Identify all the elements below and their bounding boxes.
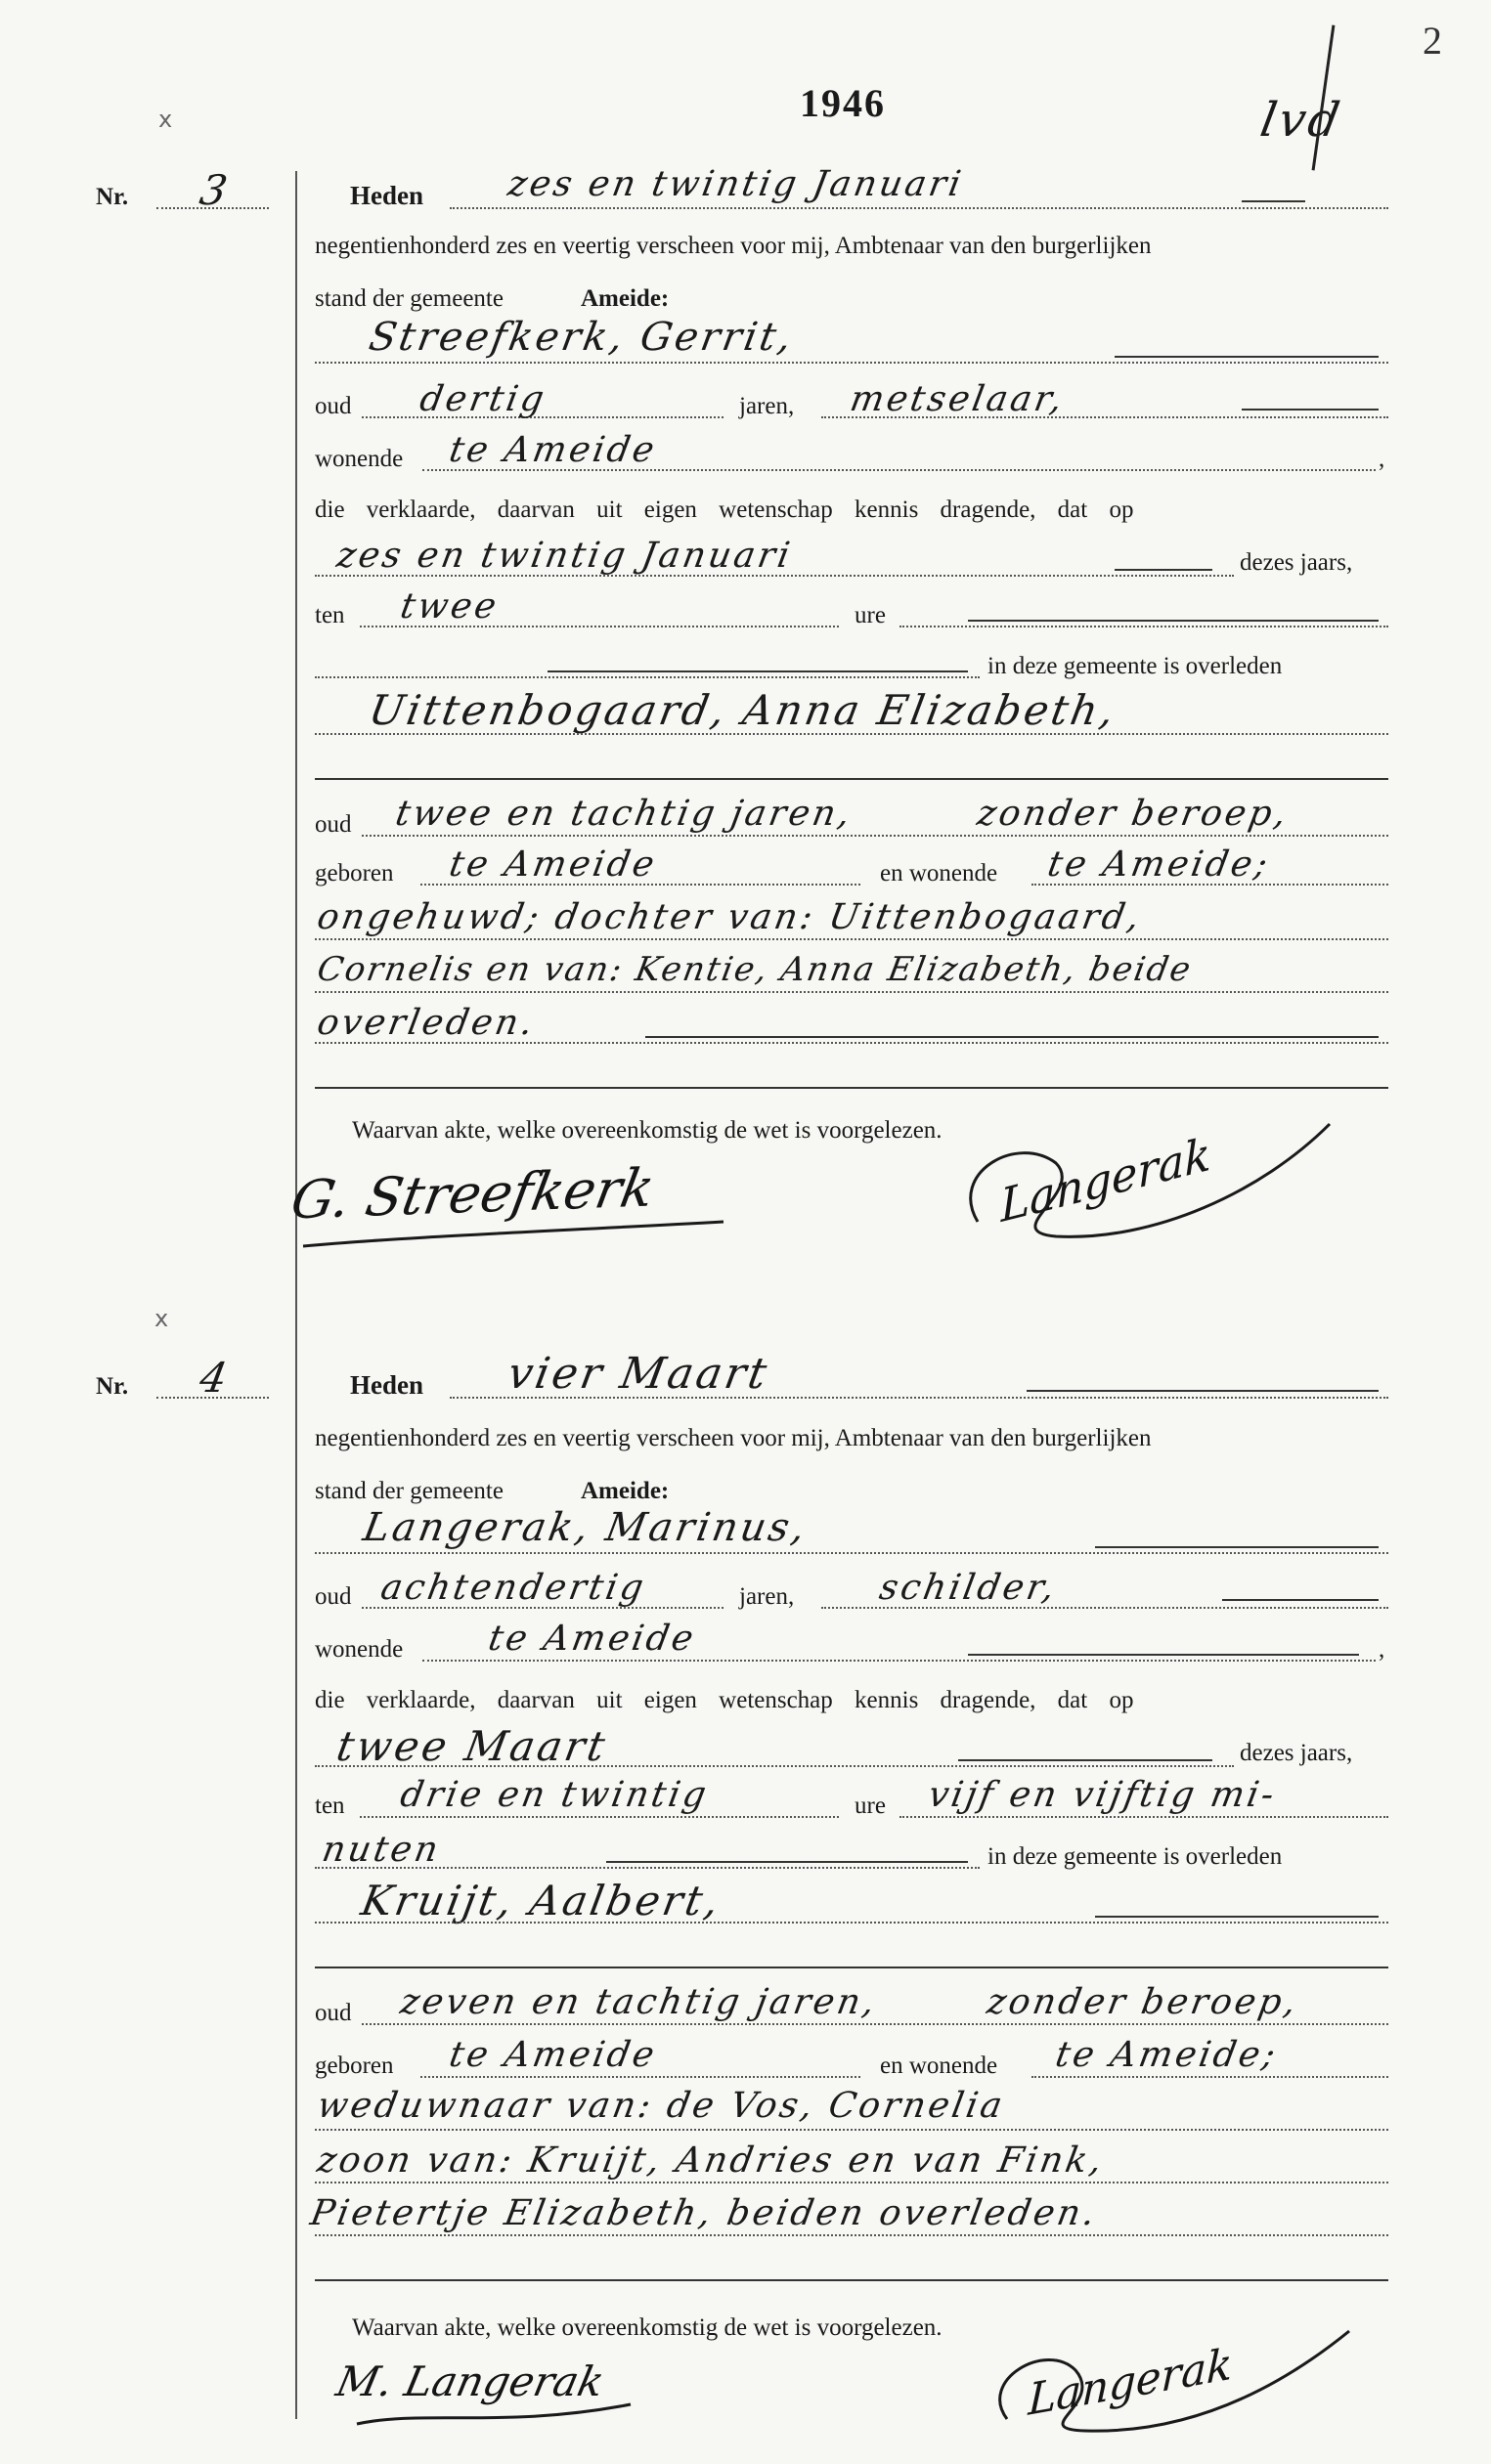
extra-dotted-line-2 <box>315 2182 1388 2183</box>
death-hour: drie en twintig <box>397 1775 713 1815</box>
deceased-name: Kruijt, Aalbert, <box>357 1877 725 1924</box>
municipality: Ameide: <box>581 285 670 312</box>
extra-dotted-line-3 <box>315 2234 1388 2236</box>
dezes-jaars-label: dezes jaars, <box>1240 1740 1353 1766</box>
deceased-dotted-line <box>315 1922 1388 1924</box>
extra-dotted-line-3 <box>315 1042 1388 1044</box>
extra-line-2: zoon van: Kruijt, Andries en van Fink, <box>314 2140 1108 2181</box>
birthplace: te Ameide <box>446 844 661 885</box>
record-number-value: 3 <box>196 166 235 214</box>
declarant-occupation: metselaar, <box>847 379 1069 419</box>
declarant-dotted-line <box>315 362 1388 364</box>
heden-label: Heden <box>350 181 424 210</box>
minutes-dotted-line <box>899 626 1388 627</box>
cross-mark: x <box>158 106 173 133</box>
date-line-fill <box>1242 200 1305 202</box>
residence-line-fill <box>968 1654 1359 1656</box>
extra-line-1: weduwnaar van: de Vos, Cornelia <box>314 2086 1009 2126</box>
intro-line: negentienhonderd zes en veertig verscheen voor mij, Ambtenaar van den burgerlijken <box>315 233 1152 259</box>
death-date-line-fill <box>958 1759 1212 1761</box>
deceased-oud-label: oud <box>315 2000 352 2026</box>
death-date-dotted-line <box>315 575 1234 577</box>
deceased-residence-dotted-line <box>1031 2076 1388 2078</box>
blank-line <box>315 1087 1388 1089</box>
deceased-extra-line <box>315 1967 1388 1968</box>
dezes-jaars-label: dezes jaars, <box>1240 549 1353 576</box>
deceased-age-dotted-line <box>362 835 1388 837</box>
en-wonende-label: en wonende <box>880 2053 998 2079</box>
deceased-residence: te Ameide; <box>1052 2035 1282 2075</box>
stand-label: stand der gemeente <box>315 285 504 312</box>
deceased-oud-label: oud <box>315 811 352 838</box>
death-minutes: vijf en vijftig mi- <box>925 1775 1280 1815</box>
deceased-dotted-line <box>315 733 1388 735</box>
heden-label: Heden <box>350 1370 424 1400</box>
declarant-occupation: schilder, <box>876 1568 1061 1608</box>
extra-line-3: Pietertje Elizabeth, beiden overleden. <box>307 2193 1101 2233</box>
signature-right-flourish <box>978 2321 1369 2439</box>
occupation-line-fill <box>1242 409 1379 411</box>
declarant-age: achtendertig <box>377 1568 649 1608</box>
municipality: Ameide: <box>581 1478 670 1504</box>
ten-label: ten <box>315 1793 345 1819</box>
extra-line-1: ongehuwd; dochter van: Uittenbogaard, <box>314 897 1146 937</box>
signature-left-text: M. Langerak <box>331 2357 609 2405</box>
geboren-label: geboren <box>315 860 394 886</box>
declarant-name: Langerak, Marinus, <box>359 1505 811 1550</box>
deceased-age: twee en tachtig jaren, <box>392 794 856 834</box>
extra-dotted-line-1 <box>315 2129 1388 2131</box>
declarant-name: Streefkerk, Gerrit, <box>365 315 798 360</box>
extra-dotted-line-2 <box>315 991 1388 993</box>
date-handwritten: vier Maart <box>504 1349 773 1399</box>
signature-left-flourish <box>337 2370 650 2439</box>
deceased-extra-line <box>315 778 1388 780</box>
death-date: zes en twintig Januari <box>333 536 796 576</box>
declarant-residence: te Ameide <box>446 430 661 470</box>
corner-initials: lvd <box>1256 93 1347 148</box>
deceased-residence: te Ameide; <box>1044 844 1274 885</box>
page-number: 2 <box>1423 19 1442 63</box>
closing-line: Waarvan akte, welke overeenkomstig de wet is voorgelezen. <box>352 1117 943 1144</box>
verklaarde-line: die verklaarde, daarvan uit eigen wetenschap kennis dragende, dat op <box>315 497 1134 523</box>
declarant-residence: te Ameide <box>485 1619 700 1659</box>
deceased-occupation: zonder beroep, <box>984 1982 1302 2022</box>
declarant-line-fill <box>1115 356 1379 358</box>
oud-label: oud <box>315 1583 352 1610</box>
death-hour: twee <box>397 586 503 627</box>
residence-dotted-line <box>422 1660 1376 1662</box>
geboren-label: geboren <box>315 2053 394 2079</box>
deceased-name: Uittenbogaard, Anna Elizabeth, <box>365 686 1121 734</box>
death-date-line-fill <box>1115 569 1212 571</box>
wonende-label: wonende <box>315 1636 404 1663</box>
en-wonende-label: en wonende <box>880 860 998 886</box>
pre-overleden-line-fill <box>606 1861 968 1863</box>
stand-label: stand der gemeente <box>315 1478 504 1504</box>
year-heading: 1946 <box>800 81 886 125</box>
extra-dotted-line-1 <box>315 938 1388 940</box>
extra-line-fill-3 <box>645 1036 1379 1038</box>
residence-comma: , <box>1379 446 1385 472</box>
record-number-value: 4 <box>196 1354 235 1402</box>
death-date: twee Maart <box>332 1722 612 1770</box>
death-date-dotted-line <box>315 1765 1234 1767</box>
date-dotted-line <box>450 207 1388 209</box>
ure-label: ure <box>855 1793 886 1819</box>
occupation-line-fill <box>1222 1599 1379 1601</box>
pre-overleden-dotted-line <box>315 1867 980 1869</box>
oud-label: oud <box>315 393 352 419</box>
declarant-line-fill <box>1095 1546 1379 1548</box>
signature-right-text: Langerak <box>999 1126 1212 1233</box>
overleden-label: in deze gemeente is overleden <box>987 1843 1283 1870</box>
signature-right-flourish <box>939 1104 1349 1251</box>
signature-left-text: G. Streefkerk <box>286 1156 660 1232</box>
record-number-label: Nr. <box>96 1373 129 1400</box>
closing-line: Waarvan akte, welke overeenkomstig de wet is voorgelezen. <box>352 2314 943 2341</box>
birthplace-dotted-line <box>420 2076 860 2078</box>
declarant-age: dertig <box>417 379 550 419</box>
hour-dotted-line <box>360 1816 839 1818</box>
signature-left-flourish <box>293 1207 743 1266</box>
cross-mark: x <box>154 1305 169 1332</box>
deceased-age: zeven en tachtig jaren, <box>397 1982 881 2022</box>
minutes-dotted-line <box>899 1816 1388 1818</box>
extra-line-3: overleden. <box>314 1003 539 1043</box>
residence-comma: , <box>1379 1636 1385 1663</box>
pre-overleden-dotted-line <box>315 676 980 678</box>
jaren-label: jaren, <box>739 393 795 419</box>
ure-label: ure <box>855 602 886 628</box>
jaren-label: jaren, <box>739 1583 795 1610</box>
overleden-label: in deze gemeente is overleden <box>987 653 1283 679</box>
date-handwritten: zes en twintig Januari <box>504 164 967 204</box>
ten-label: ten <box>315 602 345 628</box>
verklaarde-line: die verklaarde, daarvan uit eigen wetenschap kennis dragende, dat op <box>315 1687 1134 1713</box>
deceased-occupation: zonder beroep, <box>974 794 1293 834</box>
declarant-dotted-line <box>315 1552 1388 1554</box>
date-line-fill <box>1027 1390 1379 1392</box>
margin-rule <box>295 171 297 2419</box>
death-minutes-continued: nuten <box>319 1830 444 1870</box>
deceased-line-fill <box>1095 1916 1379 1918</box>
signature-right-text: Langerak <box>1027 2339 1234 2426</box>
pre-overleden-line-fill <box>548 670 968 672</box>
record-number-label: Nr. <box>96 184 129 210</box>
extra-line-2: Cornelis en van: Kentie, Anna Elizabeth, beide <box>314 950 1196 989</box>
wonende-label: wonende <box>315 446 404 472</box>
minutes-line-fill <box>968 620 1379 622</box>
birthplace: te Ameide <box>446 2035 661 2075</box>
intro-line: negentienhonderd zes en veertig verscheen voor mij, Ambtenaar van den burgerlijken <box>315 1425 1152 1451</box>
deceased-age-dotted-line <box>362 2023 1388 2025</box>
blank-line <box>315 2279 1388 2281</box>
